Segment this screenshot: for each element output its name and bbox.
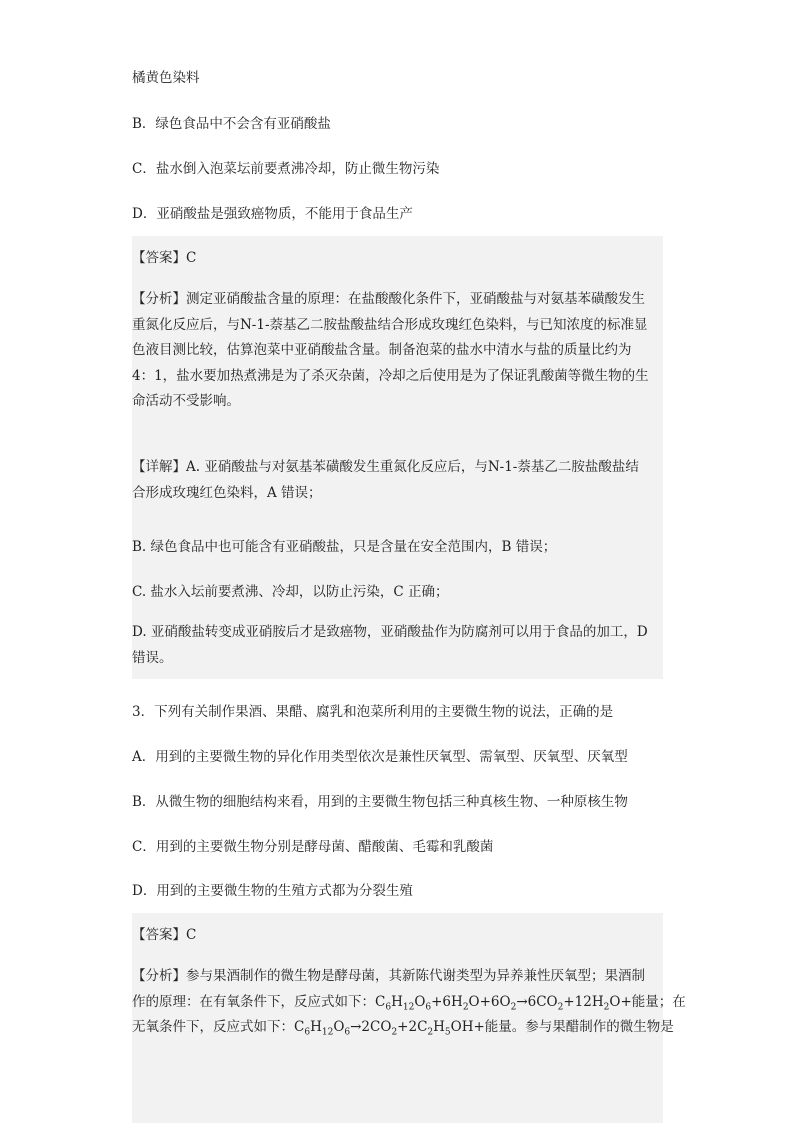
text: →6CO — [516, 993, 558, 1010]
subscript: 2 — [427, 1027, 434, 1038]
subscript: 6 — [425, 1002, 432, 1013]
text: H — [433, 1019, 445, 1036]
top-fragment: 橘黄色染料 — [132, 70, 200, 86]
subscript: 12 — [321, 1027, 334, 1038]
text: +6H — [431, 993, 463, 1010]
subscript: 2 — [603, 1002, 610, 1013]
text: H — [391, 993, 403, 1010]
text: 作的原理：在有氧条件下，反应式如下：C — [132, 993, 386, 1010]
q3-analysis — [132, 964, 686, 1041]
q2-detail-c: C. 盐水入坛前要煮沸、冷却，以防止污染，C 正确； — [132, 584, 449, 600]
text: O — [414, 993, 426, 1010]
subscript: 5 — [444, 1027, 451, 1038]
text: OH+能量。参与果醋制作的微生物是 — [450, 1019, 674, 1036]
subscript: 2 — [510, 1002, 517, 1013]
q2-analysis-line: 重氮化反应后，与N-1-萘基乙二胺盐酸盐结合形成玫瑰红色染料，与已知浓度的标准显 — [132, 316, 648, 333]
q3-stem: 3．下列有关制作果酒、果醋、腐乳和泡菜所利用的主要微生物的说法，正确的是 — [132, 704, 614, 720]
q2-detail-d-line: D. 亚硝酸盐转变成亚硝胺后才是致癌物，亚硝酸盐作为防腐剂可以用于食品的加工，D — [132, 624, 648, 640]
q3-option-a: A．用到的主要微生物的异化作用类型依次是兼性厌氧型、需氧型、厌氧型、厌氧型 — [132, 749, 628, 765]
q2-analysis-line: 【分析】测定亚硝酸盐含量的原理：在盐酸酸化条件下，亚硝酸盐与对氨基苯磺酸发生 — [132, 291, 645, 307]
q3-option-b: B．从微生物的细胞结构来看，用到的主要微生物包括三种真核生物、一种原核生物 — [132, 794, 628, 810]
q2-option-c: C．盐水倒入泡菜坛前要煮沸冷却，防止微生物污染 — [132, 161, 440, 177]
subscript: 12 — [402, 1002, 415, 1013]
q2-detail-d — [132, 620, 663, 671]
text: O — [333, 1019, 345, 1036]
q2-analysis-line: 4：1，盐水要加热煮沸是为了杀灭杂菌，冷却之后使用是为了保证乳酸菌等微生物的生 — [132, 367, 649, 384]
q2-detail-a — [132, 455, 663, 506]
q2-answer: 【答案】C — [132, 250, 197, 266]
text: +2C — [397, 1019, 428, 1036]
q3-option-d: D．用到的主要微生物的生殖方式都为分裂生殖 — [132, 883, 413, 899]
q3-analysis-line: 【分析】参与果酒制作的微生物是酵母菌，其新陈代谢类型为异养兼性厌氧型；果酒制 — [132, 968, 645, 984]
subscript: 2 — [557, 1002, 564, 1013]
q2-detail-b: B. 绿色食品中也可能含有亚硝酸盐，只是含量在安全范围内，B 错误； — [132, 539, 557, 555]
q2-analysis — [132, 287, 663, 415]
q3-option-c: C．用到的主要微生物分别是酵母菌、醋酸菌、毛霉和乳酸菌 — [132, 839, 494, 855]
subscript: 6 — [385, 1002, 392, 1013]
q2-analysis-line: 命活动不受影响。 — [132, 393, 240, 410]
q2-option-d: D．亚硝酸盐是强致癌物质，不能用于食品生产 — [132, 206, 413, 222]
q3-analysis-line-formula-aerobic — [132, 990, 686, 1016]
q2-analysis-line: 色液目测比较，估算泡菜中亚硝酸盐含量。制备泡菜的盐水中清水与盐的质量比约为 — [132, 342, 632, 359]
text: →2CO — [350, 1019, 392, 1036]
text: +12H — [563, 993, 604, 1010]
q2-option-b: B．绿色食品中不会含有亚硝酸盐 — [132, 116, 331, 132]
q3-analysis-line-formula-anaerobic — [132, 1015, 674, 1041]
q3-answer: 【答案】C — [132, 927, 197, 943]
text: H — [310, 1019, 322, 1036]
subscript: 2 — [462, 1002, 469, 1013]
text: 无氧条件下，反应式如下：C — [132, 1019, 305, 1036]
subscript: 2 — [391, 1027, 398, 1038]
text: O+6O — [468, 993, 511, 1010]
q2-detail-a-line: 【详解】A. 亚硝酸盐与对氨基苯磺酸发生重氮化反应后，与N-1-萘基乙二胺盐酸盐结 — [132, 459, 639, 475]
q2-detail-d-line: 错误。 — [132, 649, 173, 666]
subscript: 6 — [304, 1027, 311, 1038]
q2-detail-a-line: 合形成玫瑰红色染料，A 错误； — [132, 484, 322, 501]
text: O+能量；在 — [609, 993, 686, 1010]
subscript: 6 — [344, 1027, 351, 1038]
